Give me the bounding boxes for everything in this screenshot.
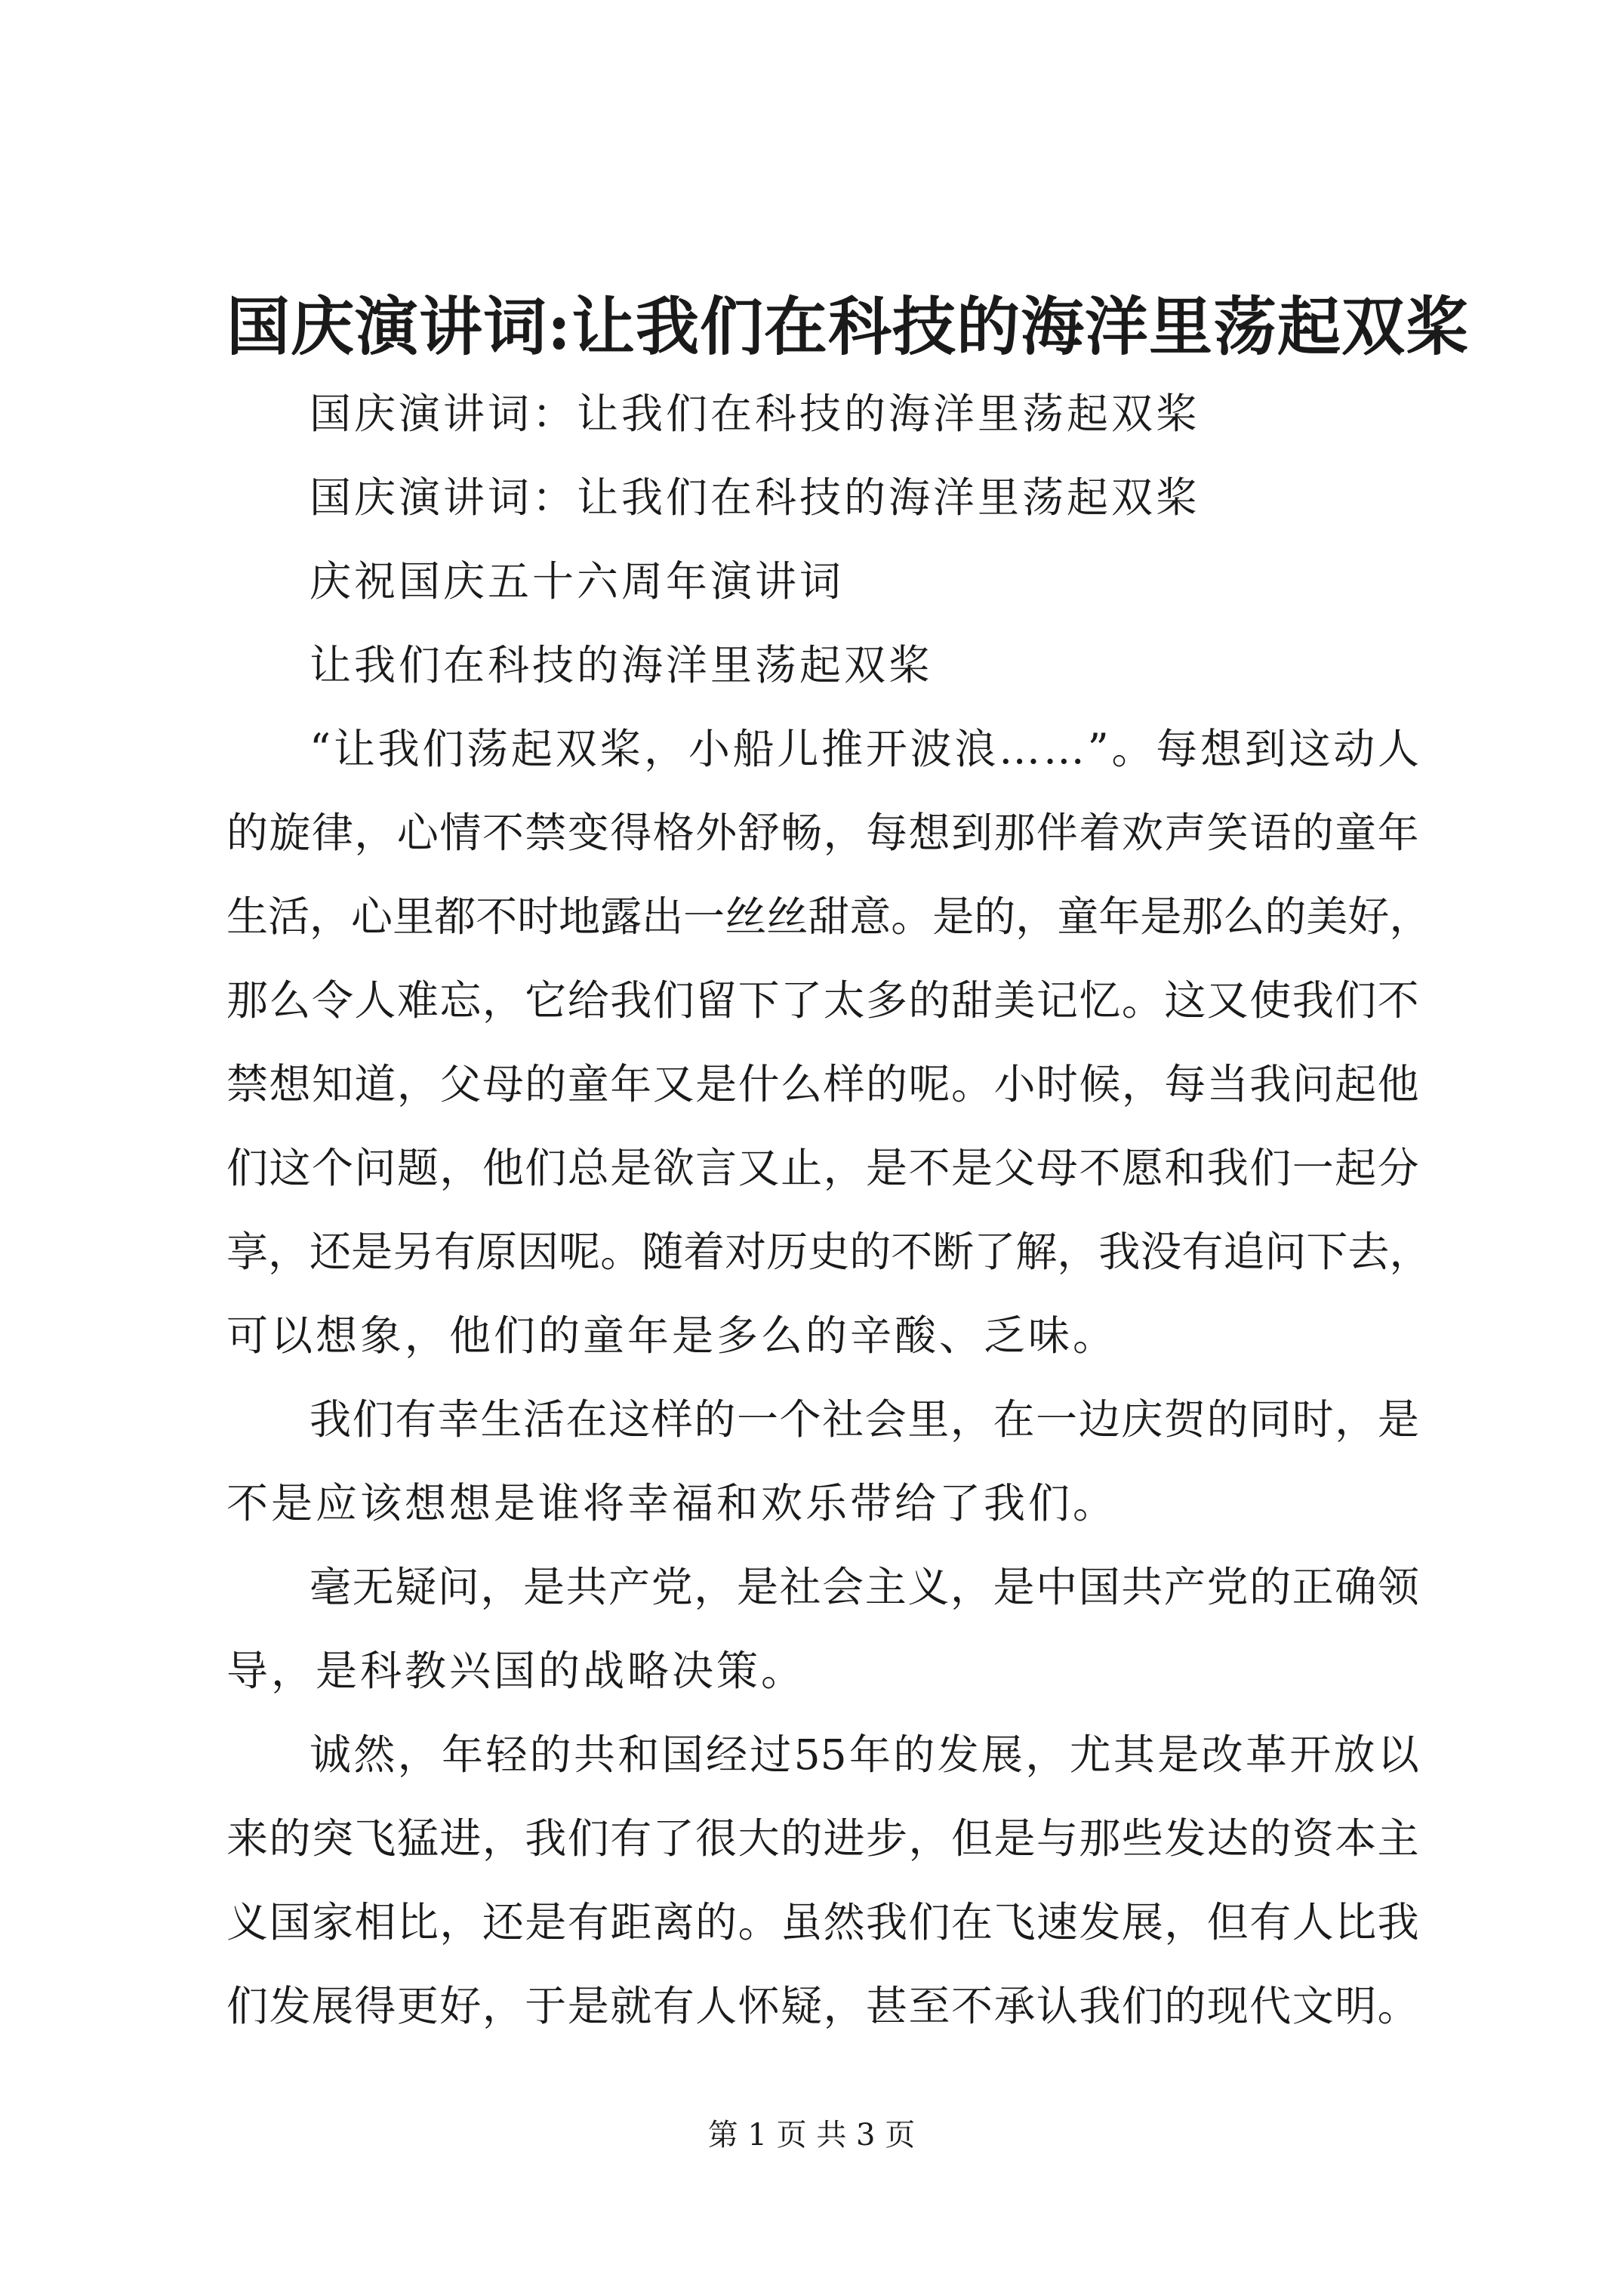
paragraph-line: 来 的 突 飞 猛 进 ， 我 们 有 了 很 大 的 进 步 ， 但 是 与 那 些 发 达 的 资 本 主 (226, 1814, 1419, 1863)
paragraph-line: 那 么 令 人 难 忘 ， 它 给 我 们 留 下 了 太 多 的 甜 美 记 忆 。 这 又 使 我 们 不 (226, 976, 1419, 1025)
subtitle-line: 国庆演讲词：让我们在科技的海洋里荡起双桨 (310, 390, 1201, 438)
paragraph-line: 享 ， 还 是 另 有 原 因 呢 。 随 着 对 历 史 的 不 断 了 解 ， 我 没 有 追 问 下 去 ， (226, 1228, 1431, 1276)
paragraph-line: 生 活 ， 心 里 都 不 时 地 露 出 一 丝 丝 甜 意 。 是 的 ， 童 年 是 那 么 的 美 好 ， (226, 892, 1431, 941)
paragraph-line: 们 发 展 得 更 好 ， 于 是 就 有 人 怀 疑 ， 甚 至 不 承 认 我 们 的 现 代 文 明 。 (226, 1982, 1419, 2030)
page-footer: 第 1 页 共 3 页 (707, 2118, 916, 2153)
paragraph-line: 导，是科教兴国的战略决策。 (226, 1647, 806, 1695)
paragraph-line: 义 国 家 相 比 ， 还 是 有 距 离 的 。 虽 然 我 们 在 飞 速 发 展 ， 但 有 人 比 我 (226, 1898, 1419, 1946)
paragraph-line: 禁 想 知 道 ， 父 母 的 童 年 又 是 什 么 样 的 呢 。 小 时 候 ， 每 当 我 问 起 他 (226, 1060, 1419, 1108)
paragraph-line: 我 们 有 幸 生 活 在 这 样 的 一 个 社 会 里 ， 在 一 边 庆 贺 的 同 时 ， 是 (310, 1395, 1419, 1444)
subtitle-line: 国庆演讲词：让我们在科技的海洋里荡起双桨 (310, 473, 1201, 522)
paragraph-line: 诚 然 ， 年 轻 的 共 和 国 经 过 55 年 的 发 展 ， 尤 其 是 改 革 开 放 以 (310, 1730, 1419, 1779)
subtitle-line: 让我们在科技的海洋里荡起双桨 (310, 641, 934, 689)
paragraph-line: “ 让 我 们 荡 起 双 桨 ， 小 船 儿 推 开 波 浪 … … ” 。 每 想 到 这 动 人 (310, 725, 1419, 773)
paragraph-line: 的 旋 律 ， 心 情 不 禁 变 得 格 外 舒 畅 ， 每 想 到 那 伴 着 欢 声 笑 语 的 童 年 (226, 809, 1419, 857)
paragraph-line: 们 这 个 问 题 ， 他 们 总 是 欲 言 又 止 ， 是 不 是 父 母 不 愿 和 我 们 一 起 分 (226, 1144, 1419, 1192)
document-title: 国庆演讲词:让我们在科技的海洋里荡起双桨 (226, 289, 1471, 364)
subtitle-line: 庆祝国庆五十六周年演讲词 (310, 557, 845, 606)
paragraph-line: 毫 无 疑 问 ， 是 共 产 党 ， 是 社 会 主 义 ， 是 中 国 共 产 党 的 正 确 领 (310, 1563, 1419, 1611)
paragraph-line: 不是应该想想是谁将幸福和欢乐带给了我们。 (226, 1479, 1118, 1527)
paragraph-line: 可以想象，他们的童年是多么的辛酸、乏味。 (226, 1311, 1118, 1360)
